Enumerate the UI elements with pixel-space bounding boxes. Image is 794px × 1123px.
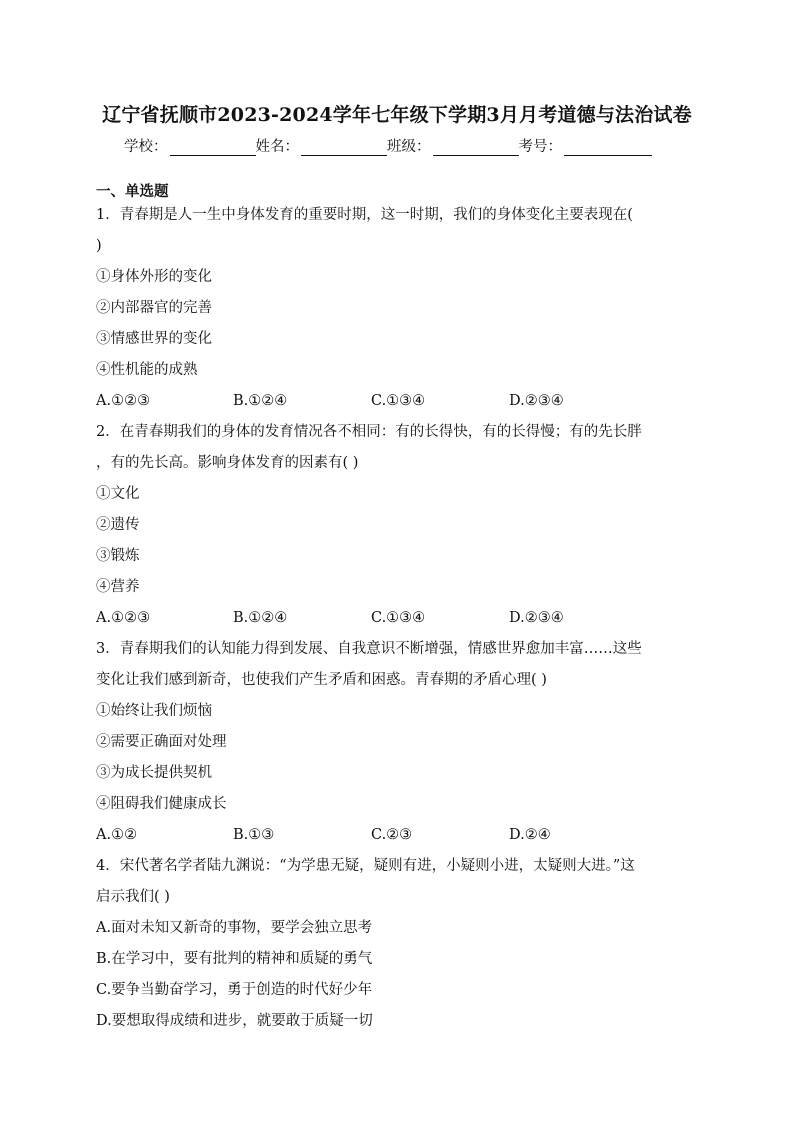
choice-d[interactable]: D.②③④	[509, 393, 564, 409]
choice-a[interactable]: A.①②③	[96, 610, 151, 626]
name-blank	[301, 139, 387, 156]
statement: ①文化	[96, 486, 140, 502]
answer-choices	[96, 603, 700, 634]
name-field	[256, 135, 388, 156]
question-3	[96, 634, 700, 851]
statement: ②需要正确面对处理	[96, 734, 227, 750]
choice-c[interactable]: C.②③	[371, 827, 413, 843]
answer-choices	[96, 386, 700, 417]
answer-choices	[96, 820, 700, 851]
statement: ①始终让我们烦恼	[96, 703, 212, 719]
statement: ②遗传	[96, 517, 140, 533]
school-blank	[170, 139, 256, 156]
question-1	[96, 200, 700, 417]
choice-c[interactable]: C.要争当勤奋学习，勇于创造的时代好少年	[96, 982, 373, 998]
choice-a[interactable]: A.①②③	[96, 393, 151, 409]
name-label: 姓名：	[255, 139, 299, 155]
questions-content	[96, 200, 700, 1037]
section-title: 一、单选题	[96, 183, 169, 200]
question-stem-line: 3．青春期我们的认知能力得到发展、自我意识不断增强，情感世界愈加丰富……这些	[96, 641, 642, 657]
statement: ③为成长提供契机	[96, 765, 212, 781]
statement: ④性机能的成熟	[96, 362, 198, 378]
student-info-row	[124, 135, 652, 156]
class-field	[387, 135, 519, 156]
choice-a[interactable]: A.面对未知又新奇的事物，要学会独立思考	[96, 920, 373, 936]
question-stem-line: )	[96, 238, 102, 254]
exam-title: 辽宁省抚顺市2023-2024学年七年级下学期3月月考道德与法治试卷	[102, 104, 692, 126]
question-stem-line: 2．在青春期我们的身体的发育情况各不相同：有的长得快，有的长得慢；有的先长胖	[96, 424, 642, 440]
school-label: 学校：	[124, 139, 168, 155]
question-2	[96, 417, 700, 634]
choice-b[interactable]: B.在学习中，要有批判的精神和质疑的勇气	[96, 951, 373, 967]
choice-d[interactable]: D.要想取得成绩和进步，就要敢于质疑一切	[96, 1013, 373, 1029]
question-stem-line: 1．青春期是人一生中身体发育的重要时期，这一时期，我们的身体变化主要表现在(	[96, 207, 633, 223]
statement: ③锻炼	[96, 548, 140, 564]
statement: ②内部器官的完善	[96, 300, 212, 316]
statement: ④营养	[96, 579, 140, 595]
choice-b[interactable]: B.①②④	[233, 610, 288, 626]
question-stem-line: 变化让我们感到新奇，也使我们产生矛盾和困惑。青春期的矛盾心理( )	[96, 672, 547, 688]
number-field	[519, 135, 653, 156]
question-stem-line: 启示我们( )	[96, 889, 170, 905]
class-label: 班级：	[387, 139, 431, 155]
choice-d[interactable]: D.②④	[509, 827, 551, 843]
class-blank	[433, 139, 519, 156]
choice-b[interactable]: B.①③	[233, 827, 275, 843]
choice-c[interactable]: C.①③④	[371, 610, 426, 626]
choice-b[interactable]: B.①②④	[233, 393, 288, 409]
statement: ④阻碍我们健康成长	[96, 796, 227, 812]
school-field	[124, 135, 256, 156]
number-label: 考号：	[518, 139, 562, 155]
choice-a[interactable]: A.①②	[96, 827, 138, 843]
question-stem-line: ，有的先长高。影响身体发育的因素有( )	[96, 455, 359, 471]
statement: ③情感世界的变化	[96, 331, 212, 347]
choice-c[interactable]: C.①③④	[371, 393, 426, 409]
statement: ①身体外形的变化	[96, 269, 212, 285]
question-stem-line: 4．宋代著名学者陆九渊说：“为学患无疑，疑则有进，小疑则小进，太疑则大进。”这	[96, 858, 635, 874]
question-4	[96, 851, 700, 1037]
choice-d[interactable]: D.②③④	[509, 610, 564, 626]
number-blank	[564, 139, 652, 156]
